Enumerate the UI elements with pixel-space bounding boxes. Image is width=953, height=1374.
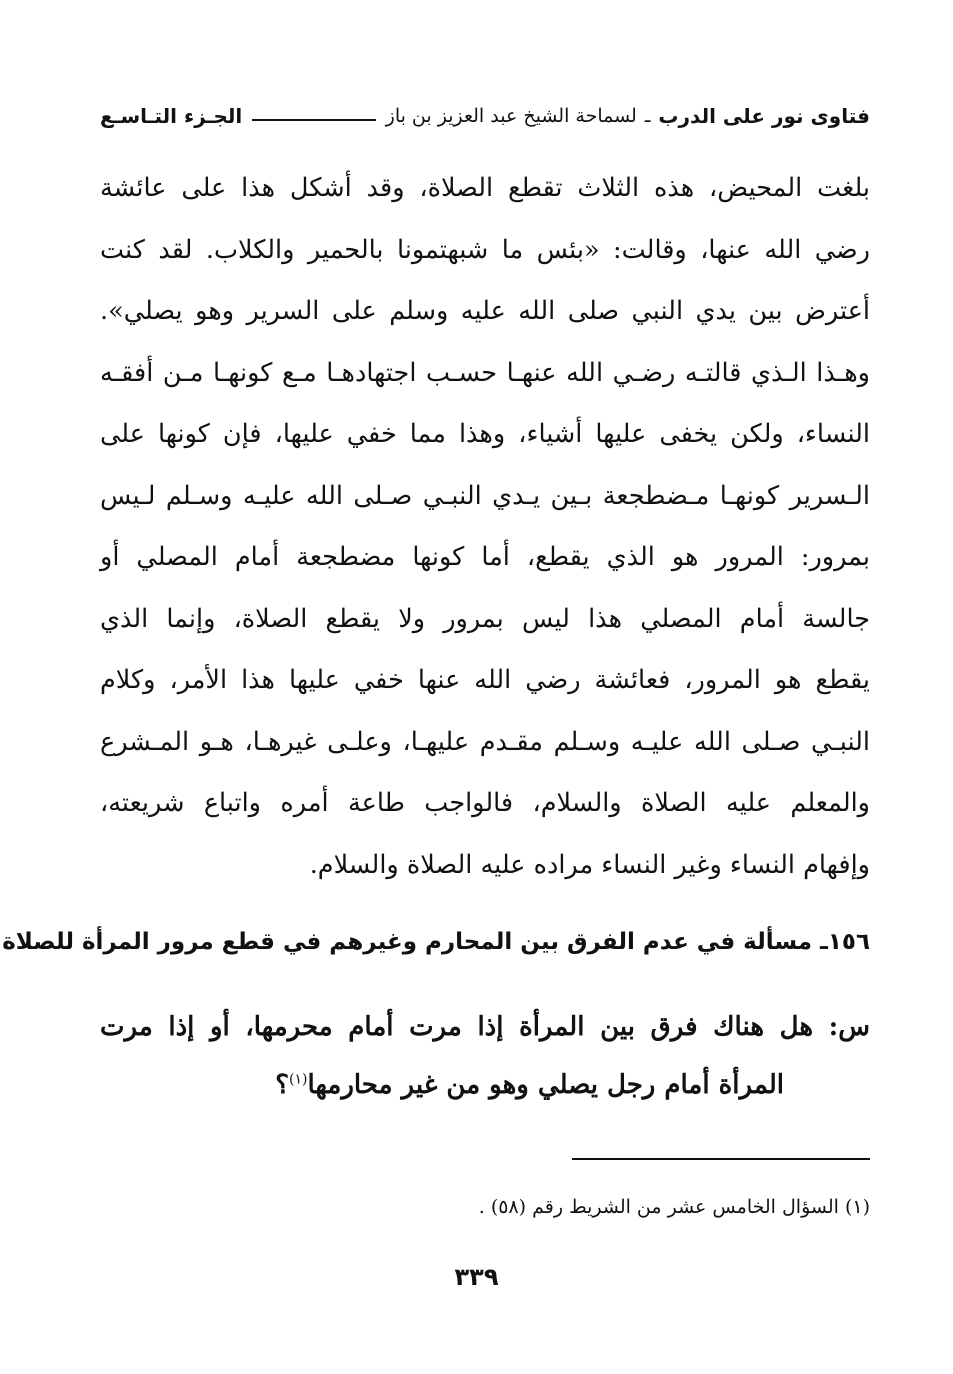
- body-line: رضي الله عنها، وقالت: «بئس ما شبهتمونا بالحمير والكلاب. لقد كنت: [100, 234, 870, 265]
- header-author: لسماحة الشيخ عبد العزيز بن باز: [385, 105, 637, 127]
- body-line: وإفهام النساء وغير النساء مراده عليه الصلاة والسلام.: [309, 849, 870, 880]
- body-line: والمعلم عليه الصلاة والسلام، فالواجب طاعة أمره واتباع شريعته،: [100, 788, 870, 818]
- running-header: [100, 98, 870, 134]
- body-text: [100, 158, 870, 896]
- body-line: جالسة أمام المصلي هذا ليس بمرور ولا يقطع الصلاة، وإنما الذي: [100, 603, 870, 634]
- question-line-text: المرأة أمام رجل يصلي وهو من غير محارمها: [307, 1070, 784, 1100]
- footnote-separator: [572, 1158, 870, 1160]
- body-line: وهـذا الـذي قالتـه رضـي الله عنهـا حسـب اجتهادهـا مـع كونهـا مـن أفقـه: [100, 357, 870, 388]
- header-separator: ـ: [644, 105, 651, 127]
- footnote: (١) السؤال الخامس عشر من الشريط رقم (٥٨) .: [478, 1196, 870, 1218]
- question-mark: ؟: [275, 1070, 290, 1100]
- header-volume: الجـزء التـاسـع: [100, 104, 243, 128]
- question-block: [100, 998, 870, 1114]
- body-line: بلغت المحيض، هذه الثلاث تقطع الصلاة، وقد أشكل هذا على عائشة: [100, 173, 870, 203]
- body-line: يقطع هو المرور، فعائشة رضي الله عنها خفي عليها هذا الأمر، وكلام: [100, 665, 870, 695]
- page-number: ٣٣٩: [454, 1263, 499, 1291]
- header-rule: [252, 119, 375, 121]
- body-line: النبـي صـلى الله عليـه وسـلم مقـدم عليهـا، وعلـى غيرهـا، هـو المـشرع: [100, 726, 870, 757]
- footnote-reference: (١): [289, 1071, 308, 1088]
- question-line: س: هل هناك فرق بين المرأة إذا مرت أمام محرمها، أو إذا مرت: [100, 1012, 870, 1042]
- body-line: النساء، ولكن يخفى عليها أشياء، وهذا مما خفي عليها، فإن كونها على: [100, 419, 870, 449]
- body-line: الـسرير كونهـا مـضطجعة بـين يـدي النبـي صـلى الله عليـه وسـلم لـيس: [100, 480, 870, 511]
- body-line: بمرور: المرور هو الذي يقطع، أما كونها مضطجعة أمام المصلي أو: [100, 542, 870, 572]
- question-line-final: [100, 1056, 870, 1114]
- header-book-title: فتاوى نور على الدرب: [658, 104, 870, 128]
- section-heading: ١٥٦ـ مسألة في عدم الفرق بين المحارم وغيرهم في قطع مرور المرأة للصلاة: [2, 929, 870, 955]
- body-line: أعترض بين يدي النبي صلى الله عليه وسلم على السرير وهو يصلي».: [100, 296, 870, 326]
